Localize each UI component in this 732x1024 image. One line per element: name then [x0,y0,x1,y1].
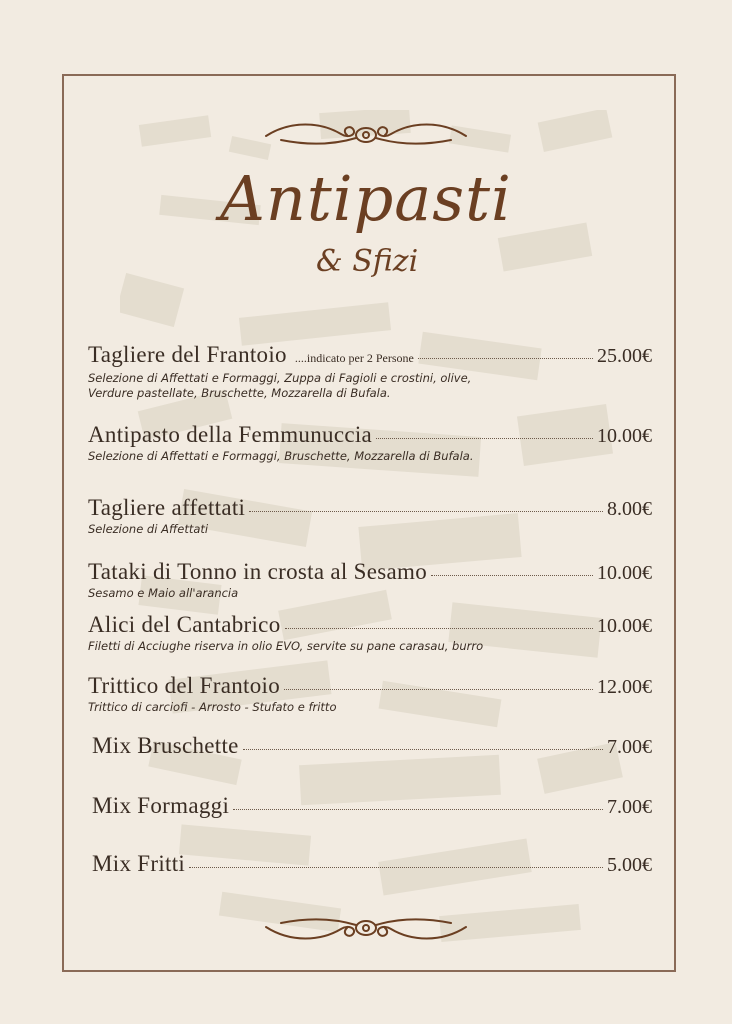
dot-leader [189,867,603,868]
menu-item-row [88,422,652,449]
menu-item [92,851,652,878]
item-price: 10.00€ [597,425,652,447]
scroll-flourish-icon [261,913,471,943]
menu-item-row [88,342,652,371]
dot-leader [243,749,603,750]
menu-item-row [92,793,652,820]
item-price: 12.00€ [597,676,652,698]
menu-item-row [88,495,652,522]
top-ornament [0,120,732,150]
menu-item [92,793,652,820]
item-name: Tagliere del Frantoio [88,342,287,367]
item-description: Sesamo e Maio all'arancia [88,586,239,600]
item-price: 8.00€ [607,498,652,520]
item-price: 25.00€ [597,345,652,367]
menu-item [88,612,652,654]
dot-leader [376,438,593,439]
menu-item [88,559,652,601]
menu-item [88,342,652,401]
dot-leader [285,628,594,629]
menu-item-row [92,851,652,878]
menu-item [88,495,652,537]
item-name: Mix Bruschette [92,733,239,758]
item-name: Alici del Cantabrico [88,612,281,637]
item-description: Trittico di carciofi - Arrosto - Stufato e fritto [88,700,337,714]
item-name: Antipasto della Femmunuccia [88,422,373,447]
item-name: Tataki di Tonno in crosta al Sesamo [88,559,428,584]
item-price: 7.00€ [607,796,652,818]
item-price: 5.00€ [607,854,652,876]
menu-item [88,422,652,464]
item-price: 10.00€ [597,562,652,584]
bottom-ornament [0,913,732,943]
menu-title: Antipasti [220,162,512,235]
item-price: 10.00€ [597,615,652,637]
item-description: Filetti di Acciughe riserva in olio EVO, servite su pane carasau, burro [88,639,484,653]
dot-leader [233,809,603,810]
item-description: Selezione di Affettati e Formaggi, Zuppa di Fagioli e crostini, olive, Verdure pastellate, Bruschette, Mozzarella di Bufala. [88,371,472,400]
dot-leader [249,511,603,512]
item-name: Mix Formaggi [92,793,230,818]
menu-item-row [88,673,652,700]
menu-item-row [92,733,652,760]
dot-leader [431,575,593,576]
dot-leader [284,689,593,690]
item-note: ....indicato per 2 Persone [294,351,414,365]
menu-item-row [88,559,652,586]
menu-item [88,673,652,715]
scroll-flourish-icon [261,120,471,150]
menu-subtitle: & Sfizi [316,244,419,279]
menu-item-row [88,612,652,639]
dot-leader [418,358,593,359]
item-name: Trittico del Frantoio [88,673,281,698]
menu-item [92,733,652,760]
item-description: Selezione di Affettati [88,522,209,536]
item-description: Selezione di Affettati e Formaggi, Bruschette, Mozzarella di Bufala. [88,449,474,463]
item-name: Tagliere affettati [88,495,246,520]
item-name: Mix Fritti [92,851,186,876]
item-price: 7.00€ [607,736,652,758]
